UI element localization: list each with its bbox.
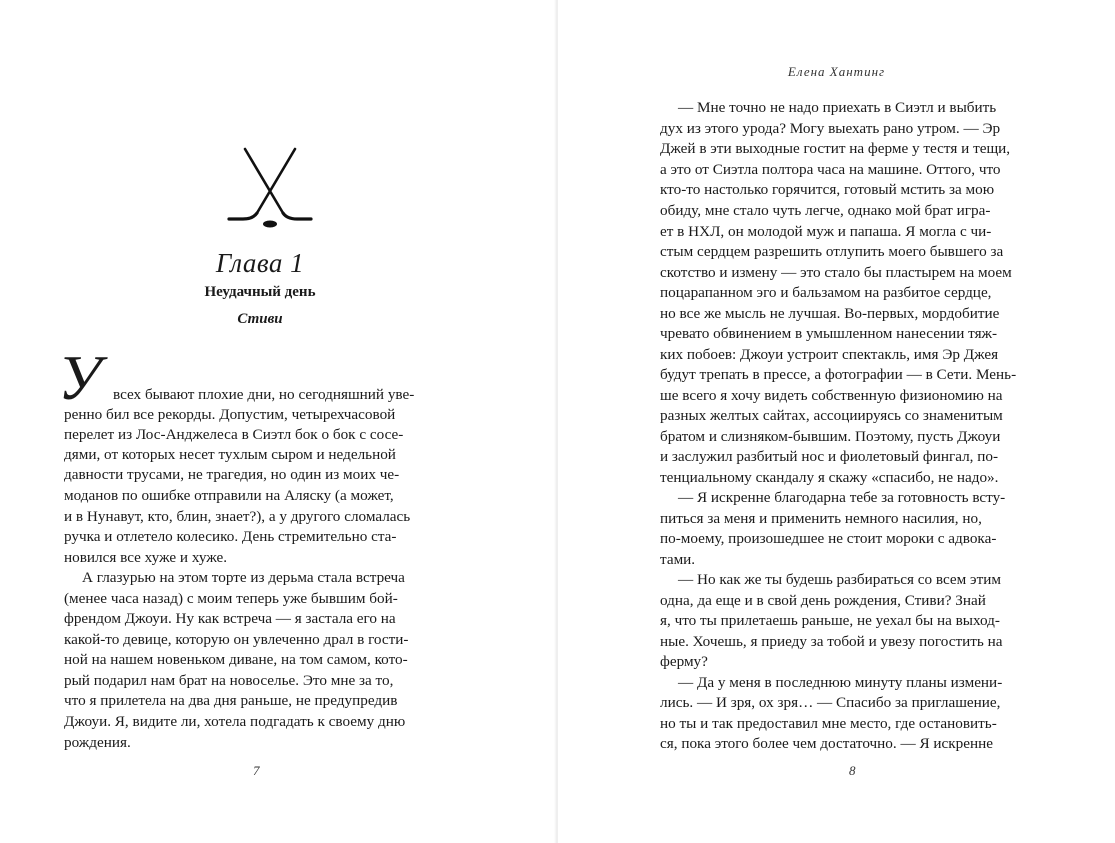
text-line: перелет из Лос-Анджелеса в Сиэтл бок о бок с сосе- xyxy=(64,426,404,443)
text-line: моданов по ошибке отправили на Аляску (а может, xyxy=(64,487,394,504)
text-line: будут трепать в прессе, а фотографии — в Сети. Мень- xyxy=(660,366,1017,383)
text-line: ферму? xyxy=(660,653,708,670)
text-line: обиду, мне стало чуть легче, однако мой брат игра- xyxy=(660,202,991,219)
chapter-pov-name: Стиви xyxy=(237,311,283,327)
text-line: — Мне точно не надо приехать в Сиэтл и выбить xyxy=(678,99,997,116)
text-line: кто-то настолько горячится, готовый мстить за мою xyxy=(660,181,995,198)
text-line: чревато обвинением в умышленном нанесении тяж- xyxy=(660,325,998,342)
chapter-subtitle: Неудачный день xyxy=(204,284,316,300)
text-line: и заслужил разбитый нос и фиолетовый фингал, по- xyxy=(660,448,999,465)
text-line: ет в НХЛ, он молодой муж и папаша. Я могла с чи- xyxy=(660,223,992,240)
text-line: — Да у меня в последнюю минуту планы измени- xyxy=(678,674,1003,691)
running-head-author: Елена Хантинг xyxy=(787,64,886,79)
text-line: одна, да еще и в свой день рождения, Стиви? Знай xyxy=(660,592,986,609)
text-line: разных желтых сайтах, ассоциируясь со знаменитым xyxy=(660,407,1003,424)
text-line: рождения. xyxy=(64,734,131,751)
text-line: ких побоев: Джоуи устроит спектакль, имя Эр Джея xyxy=(660,346,999,363)
text-line: и в Нунавут, кто, блин, знает?), а у другого сломалась xyxy=(64,508,411,525)
text-line: братом и слизняком-бывшим. Поэтому, пусть Джоуи xyxy=(660,428,1001,445)
text-line: а это от Сиэтла полтора часа на машине. Оттого, что xyxy=(660,161,1001,178)
text-line: какой-то девице, которую он увлеченно драл в гости- xyxy=(64,631,409,648)
text-line: питься за меня и применить немного насилия, но, xyxy=(660,510,982,527)
page-number: 8 xyxy=(849,763,856,778)
text-line: скотство и измену — это стало бы пластырем на моем xyxy=(660,264,1012,281)
drop-cap: У xyxy=(58,342,102,413)
text-line: ручка и отлетело колесико. День стремительно ста- xyxy=(64,528,397,545)
text-line: А глазурью на этом торте из дерьма стала встреча xyxy=(82,569,405,586)
right-page xyxy=(558,0,1115,843)
left-page xyxy=(0,0,556,843)
text-line: тенциальному скандалу я скажу «спасибо, не надо». xyxy=(660,469,999,486)
text-line: лись. — И зря, ох зря… — Спасибо за приглашение, xyxy=(660,694,1001,711)
text-line: (менее часа назад) с моим теперь уже бывшим бой- xyxy=(64,590,398,607)
chapter-title: Глава 1 xyxy=(215,248,305,278)
text-line: ной на нашем новеньком диване, на том самом, кото- xyxy=(64,651,408,668)
text-line: Джей в эти выходные гостит на ферме у тестя и тещи, xyxy=(660,140,1011,157)
text-line: новился все хуже и хуже. xyxy=(64,549,228,566)
text-line: — Но как же ты будешь разбираться со всем этим xyxy=(678,571,1001,588)
text-line: стым сердцем разрешить отлупить моего бывшего за xyxy=(660,243,1004,260)
text-line: давности трусами, не трагедия, но один из моих че- xyxy=(64,466,400,483)
text-line: — Я искренне благодарна тебе за готовность всту- xyxy=(678,489,1006,506)
text-line: всех бывают плохие дни, но сегодняшний уве- xyxy=(113,386,415,403)
text-line: поцарапанном эго и бальзамом на разбитое сердце, xyxy=(660,284,992,301)
hockey-sticks-icon xyxy=(225,145,315,230)
text-line: Джоуи. Я, видите ли, хотела подгадать к своему дню xyxy=(64,713,406,730)
text-line: ше всего я хочу видеть собственную физиономию на xyxy=(660,387,1003,404)
text-line: ные. Хочешь, я приеду за тобой и увезу погостить на xyxy=(660,633,1003,650)
text-line: рый подарил нам брат на новоселье. Это мне за то, xyxy=(64,672,394,689)
text-line: френдом Джоуи. Ну как встреча — я застала его на xyxy=(64,610,396,627)
text-line: по-моему, произошедшее не стоит мороки с адвока- xyxy=(660,530,997,547)
text-line: что я прилетела на два дня раньше, не предупредив xyxy=(64,692,398,709)
text-line: но все же мысль не лучшая. Во-первых, мордобитие xyxy=(660,305,1000,322)
page-number: 7 xyxy=(253,763,260,778)
text-line: тами. xyxy=(660,551,696,568)
text-line: дями, от которых несет тухлым сыром и недельной xyxy=(64,446,396,463)
text-line: ренно бил все рекорды. Допустим, четырехчасовой xyxy=(64,406,396,423)
text-line: ся, пока этого более чем достаточно. — Я искренне xyxy=(660,735,993,752)
text-line: но ты и так предоставил мне место, где остановить- xyxy=(660,715,997,732)
text-line: я, что ты прилетаешь раньше, не уехал бы на выход- xyxy=(660,612,1000,629)
text-line: дух из этого урода? Могу выехать рано утром. — Эр xyxy=(660,120,1001,137)
